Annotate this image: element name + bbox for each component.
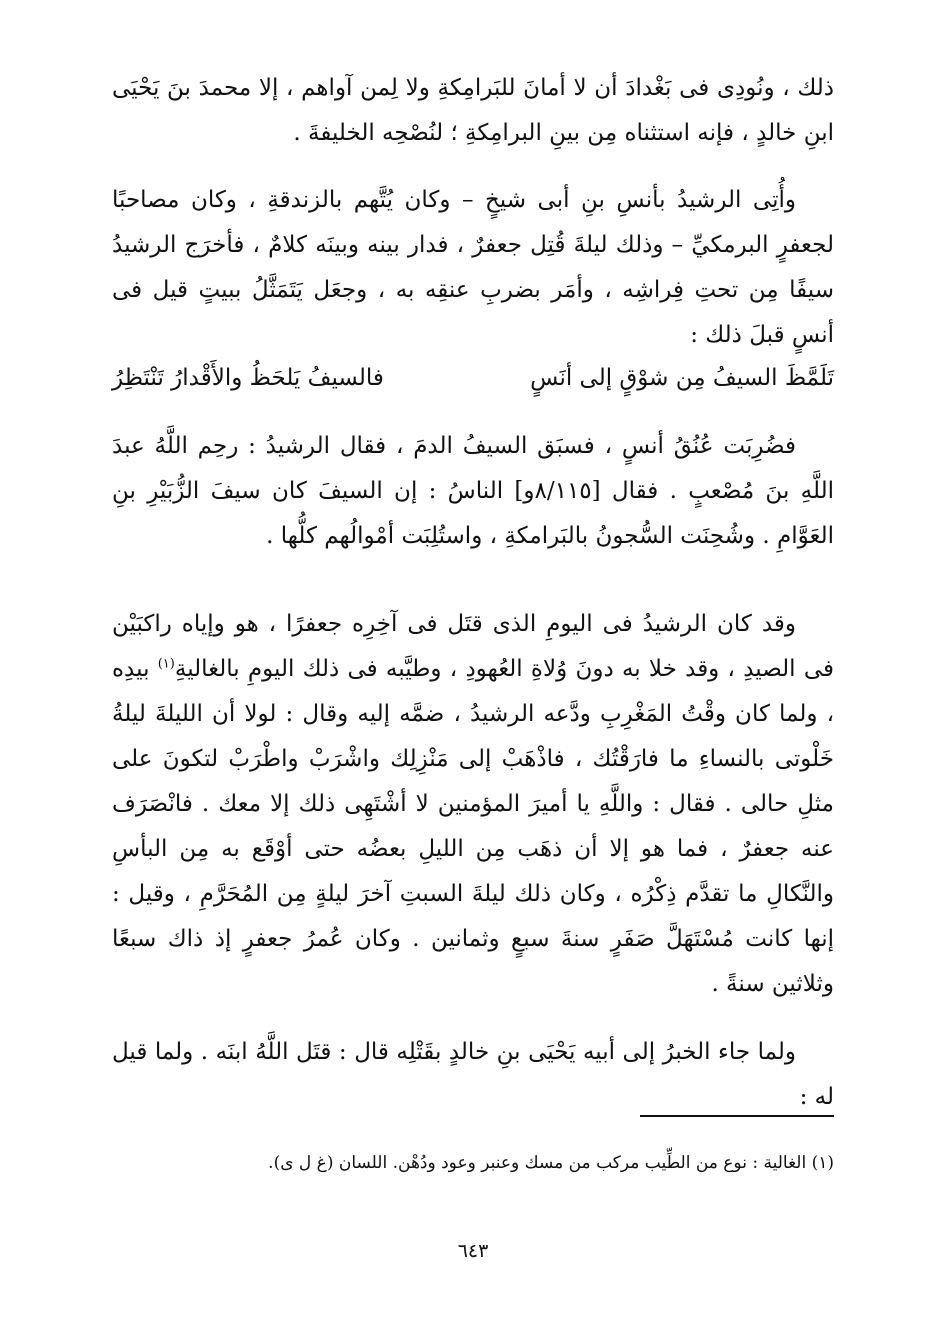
verse-second-hemistich: فالسيفُ يَلحَظُ والأَقْدارُ تَنْتَظِرُ [112,365,384,391]
footnote-separator [640,1115,834,1117]
paragraph-4 [112,602,834,1007]
paragraph-5-text: ولما جاء الخبرُ إلى أبيه يَحْيَى بنِ خالدٍ بقَتْلِه قال : قتَل اللَّهُ ابنَه . ولما قيل له : [112,1039,834,1110]
paragraph-2 [112,178,834,358]
paragraph-3-text-after: الناسُ : إن السيفَ كان سيفَ الزُّبَيْرِ بنِ العَوَّامِ . وشُحِنَت السُّجونُ بالبَرامكةِ ، واستُلِبَت أمْوالُهم كلُّها . [112,478,834,549]
paragraph-4-text-before: وقد كان الرشيدُ فى اليومِ الذى قتَل فى آخِرِه جعفرًا ، هو وإياه راكبَيْن فى الصيدِ ، وقد خلا به دونَ وُلاةِ العُهودِ ، وطيَّبه فى ذلك اليومِ بالغاليةِ [112,611,834,682]
paragraph-5 [112,1030,834,1120]
footnote-marker: (١) [157,656,175,672]
paragraph-3-text-before: فضُرِبَت عُنُقُ أنسٍ ، فسبَق السيفُ الدمَ ، فقال الرشيدُ : رحِم اللَّهُ عبدَ اللَّهِ بنَ مُصْعبٍ . فقال [112,433,834,504]
paragraph-3 [112,424,834,559]
verse-first-hemistich: تَلَمَّظَ السيفُ مِن شوْقٍ إلى أنَسٍ [530,365,834,391]
poetry-verse [112,356,834,401]
paragraph-2-text: وأُتِى الرشيدُ بأنسِ بنِ أبى شيخٍ – وكان يُتَّهم بالزندقةِ ، وكان مصاحبًا لجعفرٍ البرمكيِّ – وذلك ليلةَ قُتِل جعفرٌ ، فدار بينه وبينَه كلامٌ ، فأخرَج الرشيدُ سيفًا مِن تحتِ فِراشِه ، وأمَر بضربِ عنقِه به ، وجعَل يَتَمَثَّلُ ببيتٍ قيل فى أنسٍ قبلَ ذلك : [112,187,834,348]
manuscript-folio-reference: [٨/١١٥و] [514,478,601,504]
paragraph-4-text [112,602,834,1007]
paragraph-1-text: ذلك ، ونُودِى فى بَغْدادَ أن لا أمانَ للبَرامِكةِ ولا لِمن آواهم ، إلا محمدَ بنَ يَحْيَى ابنِ خالدٍ ، فإنه استثناه مِن بينِ البرامِكةِ ؛ لنُصْحِه الخليفةَ . [112,75,834,146]
paragraph-4-text-after: بيدِه ، ولما كان وقْتُ المَغْرِبِ ودَّعه الرشيدُ ، ضمَّه إليه وقال : لولا أن الليلةَ ليلةُ خَلْوتى بالنساءِ ما فارَقْتُك ، فاذْهَبْ إلى مَنْزِلِك واشْرَبْ واطْرَبْ لتكونَ على مثلِ حالى . فقال : واللَّهِ يا أميرَ المؤمنين لا أشْتَهِى ذلك إلا معك . فانْصَرَف عنه جعفرٌ ، فما هو إلا أن ذهَب مِن الليلِ بعضُه حتى أوْقَع به مِن البأسِ والنَّكالِ ما تقدَّم ذِكْرُه ، وكان ذلك ليلةَ السبتِ آخرَ ليلةٍ مِن المُحَرَّمِ ، وقيل : إنها كانت مُسْتَهَلَّ صَفَرٍ سنةَ سبعٍ وثمانين . وكان عُمرُ جعفرٍ إذ ذاك سبعًا وثلاثين سنةً . [112,656,835,997]
paragraph-3-text [112,424,834,559]
footnote: (١) الغالية : نوع من الطِّيب مركب من مسك وعنبر وعود ودُهْن. اللسان (غ ل ى). [268,1153,834,1173]
paragraph-1 [112,66,834,156]
page-number: ٦٤٣ [457,1240,489,1262]
